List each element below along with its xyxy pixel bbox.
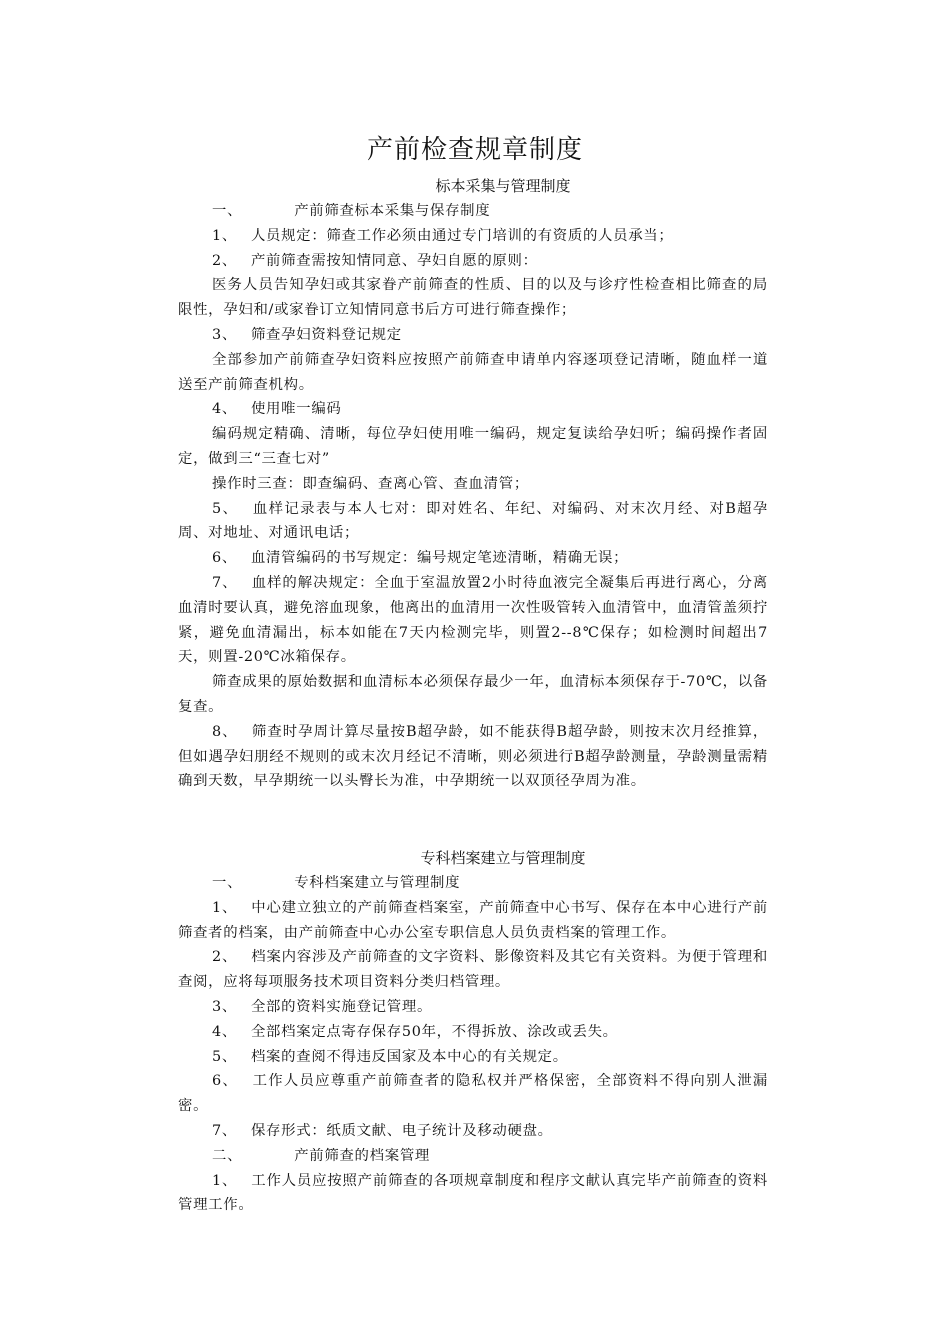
item-text: 档案内容涉及产前筛查的文字资料、影像资料及其它有关资料。为便于管理和查阅，应将每项服务技术项目资料分类归档管理。: [178, 949, 768, 991]
item-text: 人员规定：筛查工作必须由通过专门培训的有资质的人员承当；: [250, 227, 674, 244]
item-number: 8、: [212, 723, 238, 740]
item-text: 工作人员应尊重产前筛查者的隐私权并严格保密，全部资料不得向别人泄漏密。: [178, 1073, 768, 1115]
paragraph: 编码规定精确、清晰，每位孕妇使用唯一编码，规定复读给孕妇听；编码操作者固定，做到三“三查七对”: [178, 426, 768, 467]
item-number: 1、: [212, 1172, 238, 1189]
item-number: 3、: [212, 998, 237, 1015]
page-title: 产前检查规章制度: [366, 135, 583, 165]
heading-text: 产前筛查标本采集与保存制度: [294, 203, 491, 219]
item-number: 5、: [212, 500, 239, 517]
item-text: 档案的查阅不得违反国家及本中心的有关规定。: [250, 1048, 568, 1065]
paragraph: 医务人员告知孕妇或其家眷产前筛查的性质、目的以及与诊疗性检查相比筛查的局限性，孕妇和/或家眷订立知情同意书后方可进行筛查操作；: [178, 277, 768, 319]
list-item: [178, 571, 768, 670]
section-title-archive: 专科档案建立与管理制度: [420, 849, 586, 867]
item-number: 2、: [212, 252, 237, 269]
item-text: 中心建立独立的产前筛查档案室，产前筛查中心书写、保存在本中心进行产前筛查者的档案，由产前筛查中心办公室专职信息人员负责档案的管理工作。: [178, 899, 768, 941]
list-item: [178, 546, 768, 571]
item-text: 保存形式：纸质文献、电子统计及移动硬盘。: [250, 1122, 553, 1139]
list-item: [178, 249, 768, 274]
list-item: [178, 323, 768, 348]
list-item: [178, 497, 768, 547]
list-item: [178, 1020, 768, 1045]
paragraph: 筛查成果的原始数据和血清标本必须保存最少一年，血清标本须保存于-70℃，以备复查。: [178, 674, 768, 715]
item-text: 工作人员应按照产前筛查的各项规章制度和程序文献认真完毕产前筛查的资料管理工作。: [178, 1172, 768, 1214]
item-text: 筛查时孕周计算尽量按B超孕龄，如不能获得B超孕龄，则按末次月经推算，但如遇孕妇朋经不规则的或末次月经记不清晰，则必须进行B超孕龄测量，孕龄测量需精确到天数，早孕期统一以头臀长为准，中孕期统一以双顶径孕周为准。: [178, 723, 768, 790]
section2-body: [178, 871, 768, 1218]
paragraph: 全部参加产前筛查孕妇资料应按照产前筛查申请单内容逐项登记清晰，随血样一道送至产前筛查机构。: [178, 351, 768, 393]
item-number: 6、: [212, 1073, 239, 1090]
heading-number: 一、: [212, 875, 243, 891]
list-item: [178, 1069, 768, 1119]
list-item: [178, 995, 768, 1020]
item-text: 血清管编码的书写规定：编号规定笔迹清晰，精确无误；: [250, 550, 629, 567]
item-text: 血样的解决规定：全血于室温放置2小时待血液完全凝集后再进行离心，分离血清时要认真，避免溶血现象，他离出的血清用一次性吸管转入血清管中，血清管盖须拧紧，避免血清漏出，标本如能在7天内检测完毕，则置2--8℃保存；如检测时间超出7天，则置-20℃冰箱保存。: [178, 574, 768, 666]
item-number: 5、: [212, 1048, 237, 1065]
section1-heading: [178, 199, 768, 224]
item-text: 产前筛查需按知情同意、孕妇自愿的原则：: [250, 252, 538, 269]
section2-heading-2: [178, 1144, 768, 1169]
list-item: [178, 1169, 768, 1219]
list-item: [178, 397, 768, 422]
list-item: [178, 1119, 768, 1144]
list-item: [178, 720, 768, 794]
heading-number: 二、: [212, 1147, 243, 1164]
list-item: [178, 224, 768, 249]
item-text: 筛查孕妇资料登记规定: [250, 326, 402, 343]
list-item: [178, 896, 768, 946]
heading-number: 一、: [212, 203, 243, 219]
item-text: 使用唯一编码: [250, 401, 342, 418]
heading-text: 产前筛查的档案管理: [294, 1147, 431, 1164]
item-number: 3、: [212, 326, 237, 343]
item-number: 7、: [212, 1122, 237, 1139]
paragraph: 操作时三查：即查编码、查离心管、查血清管；: [212, 475, 529, 492]
item-text: 全部档案定点寄存保存50年，不得拆放、涂改或丢失。: [250, 1023, 618, 1040]
list-item: [178, 945, 768, 995]
section-title-specimen: 标本采集与管理制度: [435, 177, 571, 195]
section1-body: [178, 199, 768, 794]
item-text: 全部的资料实施登记管理。: [250, 998, 433, 1015]
item-text: 血样记录表与本人七对：即对姓名、年纪、对编码、对末次月经、对B超孕周、对地址、对通讯电话；: [178, 500, 768, 542]
list-item: [178, 1045, 768, 1070]
item-number: 1、: [212, 899, 238, 916]
item-number: 7、: [212, 574, 238, 591]
heading-text: 专科档案建立与管理制度: [294, 875, 461, 891]
item-number: 1、: [212, 227, 237, 244]
item-number: 4、: [212, 401, 237, 418]
item-number: 2、: [212, 949, 238, 966]
section2-heading-1: [178, 871, 768, 896]
item-number: 6、: [212, 550, 237, 567]
item-number: 4、: [212, 1023, 237, 1040]
